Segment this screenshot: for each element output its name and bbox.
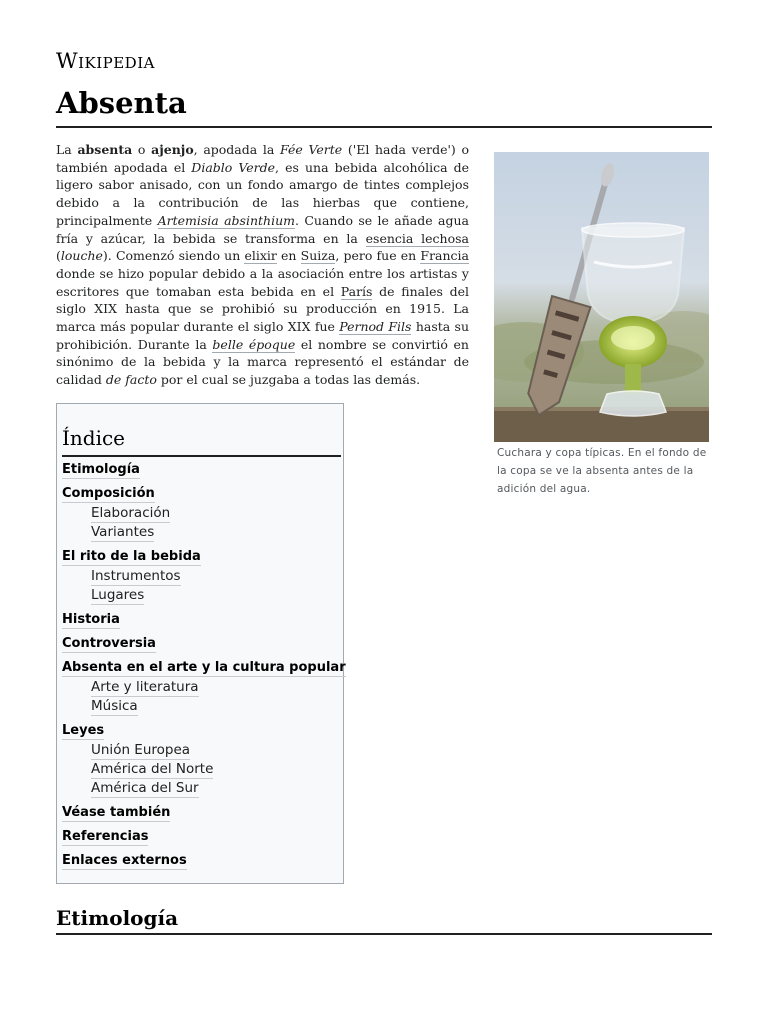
page-title: Absenta: [56, 86, 187, 120]
text-run: el nombre se convirtió en sinónimo de la bebida y la marca representó el estándar de calidad: [56, 336, 469, 388]
figure-caption: Cuchara y copa típicas. En el fondo de la copa se ve la absenta antes de la adición del agua.: [497, 447, 707, 495]
toc-item-label: Enlaces externos: [62, 853, 187, 868]
text-run: , pero fue en: [335, 248, 421, 264]
table-of-contents: [56, 403, 344, 884]
infobox-figure: [494, 152, 709, 498]
toc-item-label: América del Sur: [91, 780, 199, 796]
bold-text: ajenjo: [151, 142, 194, 157]
text-run: louche: [60, 248, 103, 264]
text-run: en: [276, 248, 301, 264]
toc-item-label: Referencias: [62, 829, 149, 844]
toc-item-label: Unión Europea: [91, 742, 191, 758]
toc-item-label: Absenta en el arte y la cultura popular: [62, 660, 346, 675]
inline-link[interactable]: París: [340, 283, 373, 299]
toc-item[interactable]: [62, 462, 140, 477]
inline-link[interactable]: Suiza: [300, 248, 336, 264]
text-run: ('El hada verde') o también apodada el: [56, 142, 470, 175]
section-divider: [56, 933, 712, 935]
inline-link[interactable]: Francia: [420, 248, 469, 264]
text-run: (: [56, 248, 61, 264]
toc-item-label: El rito de la bebida: [62, 549, 201, 564]
text-run: , es una bebida alcohólica de ligero sabor anisado, con un fondo amargo de tintes complejos debido a la contribución de las hierbas que contiene, principalmente: [56, 159, 470, 228]
toc-item-label: Música: [91, 698, 138, 714]
inline-link[interactable]: belle époque: [212, 336, 296, 352]
text-run: ). Comenzó siendo un: [102, 248, 245, 264]
toc-item-label: Lugares: [91, 587, 145, 603]
toc-item-label: Composición: [62, 486, 155, 501]
toc-item[interactable]: [62, 505, 170, 521]
inline-link[interactable]: Pernod Fils: [339, 319, 412, 335]
toc-item-label: América del Norte: [91, 761, 214, 777]
text-run: de facto: [105, 372, 157, 388]
toc-item-label: Instrumentos: [91, 568, 181, 584]
toc-item[interactable]: [62, 780, 199, 796]
bold-text: absenta: [77, 142, 133, 157]
inline-link[interactable]: elixir: [244, 248, 277, 264]
toc-item[interactable]: [62, 660, 346, 675]
inline-link[interactable]: Artemisia absinthium: [157, 212, 295, 228]
toc-item[interactable]: [62, 612, 120, 627]
toc-item[interactable]: [62, 549, 201, 564]
toc-item-label: Leyes: [62, 723, 105, 738]
toc-title: Índice: [62, 426, 126, 450]
absinthe-glass-photo[interactable]: [494, 152, 709, 442]
wikipedia-logo[interactable]: Wikipedia: [56, 49, 155, 73]
text-run: de finales del siglo XIX hasta que se prohibió su producción en 1915. La marca más popular durante el siglo XIX fue: [56, 283, 469, 335]
toc-item[interactable]: [62, 853, 187, 868]
toc-divider: [62, 455, 341, 457]
toc-item-label: Elaboración: [91, 505, 171, 521]
section-heading-etimologia: Etimología: [56, 906, 179, 930]
text-run: hasta su prohibición. Durante la: [56, 319, 470, 352]
toc-item[interactable]: [62, 829, 148, 844]
text-run: . Cuando se le añade agua fría y azúcar, la bebida se transforma en la: [56, 212, 469, 246]
toc-item[interactable]: [62, 742, 190, 758]
text-run: por el cual se juzgaba a todas las demás.: [156, 372, 421, 388]
toc-item[interactable]: [62, 568, 181, 584]
text-run: , apodada la: [193, 142, 281, 157]
toc-item[interactable]: [62, 679, 199, 695]
text-run: o: [132, 142, 152, 157]
toc-item[interactable]: [62, 698, 138, 714]
text-run: donde se hizo popular debido a la asociación entre los artistas y escritores que tomaban esta bebida en el: [56, 265, 469, 299]
toc-item-label: Controversia: [62, 636, 156, 651]
text-run: Fée Verte: [280, 142, 343, 157]
text-run: La: [56, 142, 78, 157]
toc-item[interactable]: [62, 805, 170, 820]
text-run: Diablo Verde: [191, 159, 276, 175]
toc-item-label: Arte y literatura: [91, 679, 199, 695]
lead-paragraph: [56, 141, 469, 389]
title-divider: [56, 126, 712, 128]
toc-item-label: Historia: [62, 612, 120, 627]
inline-link[interactable]: esencia lechosa: [365, 230, 469, 246]
toc-item[interactable]: [62, 761, 213, 777]
toc-item[interactable]: [62, 524, 154, 540]
toc-item[interactable]: [62, 723, 104, 738]
toc-item[interactable]: [62, 636, 156, 651]
toc-item-label: Etimología: [62, 462, 140, 477]
toc-item-label: Variantes: [91, 524, 155, 540]
toc-item[interactable]: [62, 486, 155, 501]
toc-item[interactable]: [62, 587, 144, 603]
toc-item-label: Véase también: [62, 805, 171, 820]
